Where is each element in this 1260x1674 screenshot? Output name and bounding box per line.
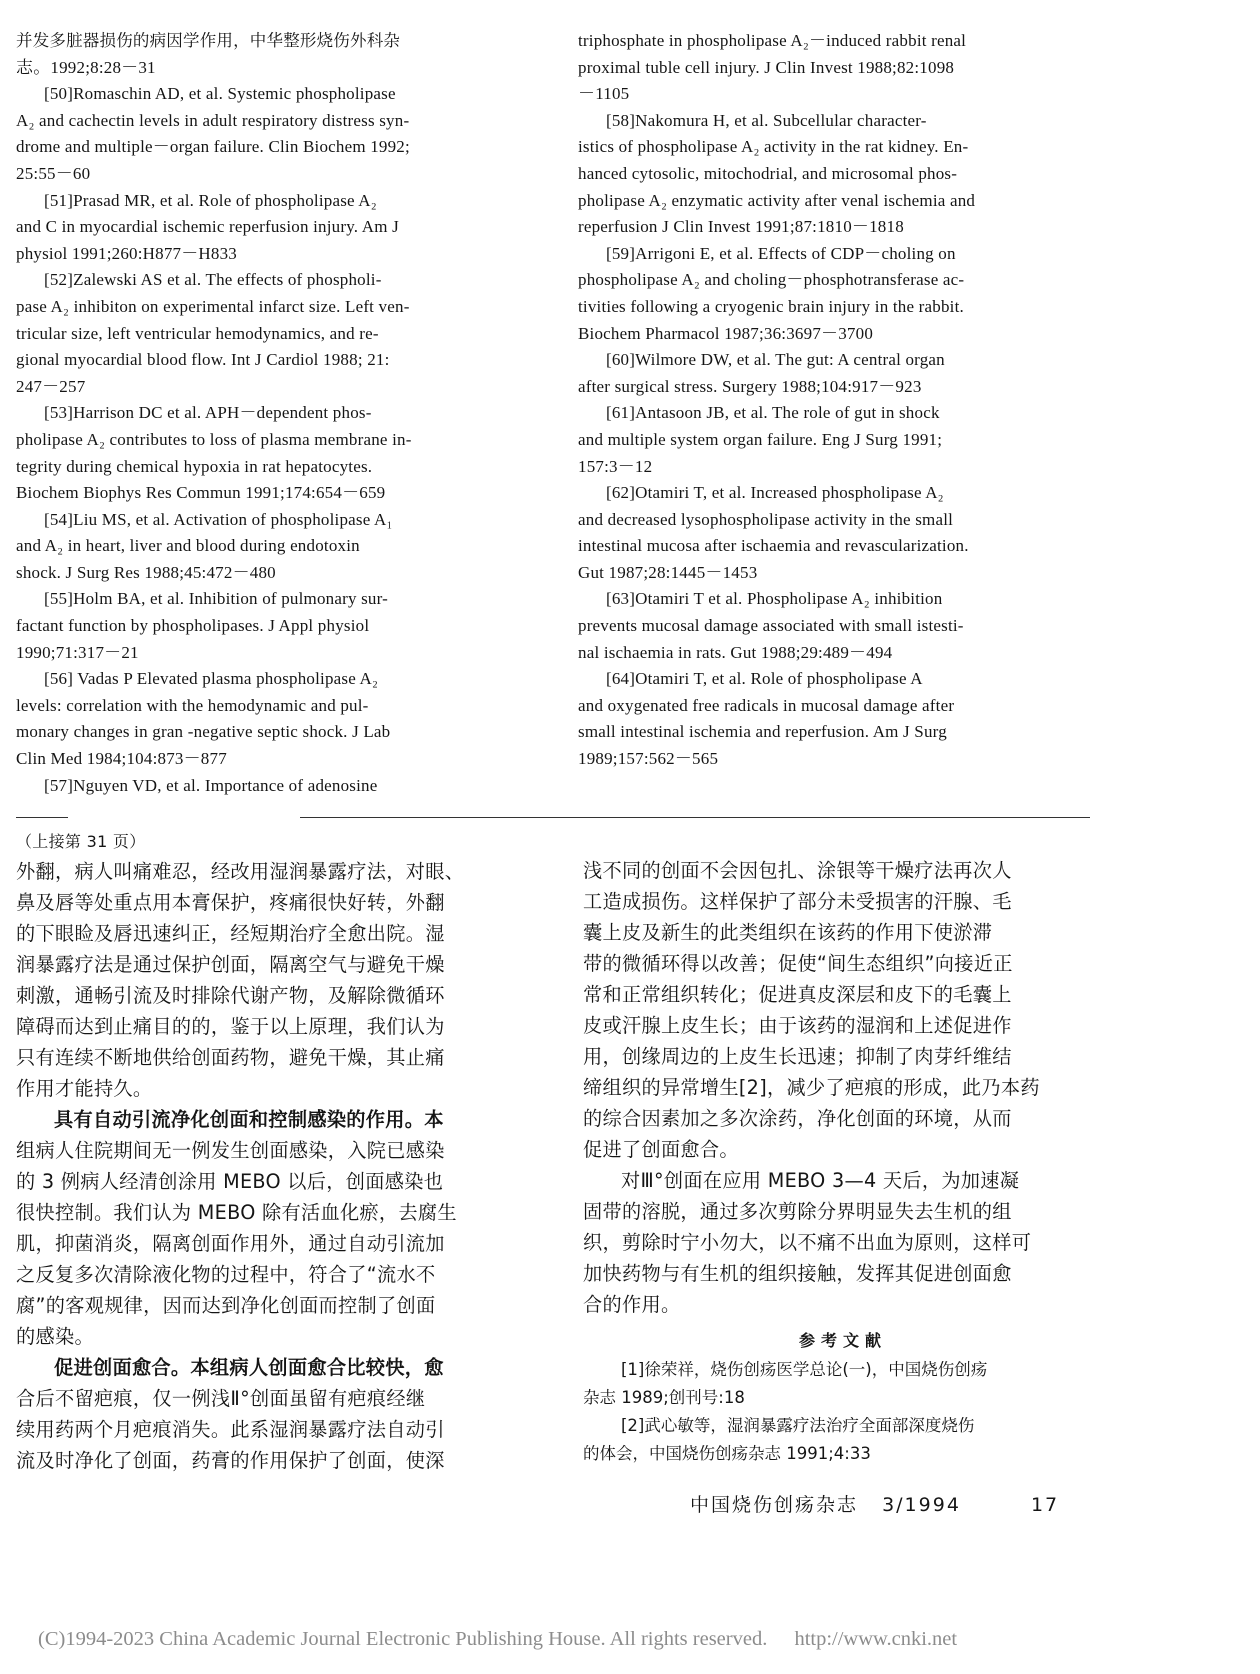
reference-line: 并发多脏器损伤的病因学作用，中华整形烧伤外科杂 [16, 31, 401, 50]
paragraph-line: 工造成损伤。这样保护了部分未受损害的汗腺、毛 [583, 890, 1012, 913]
reference-line: [50]Romaschin AD, et al. Systemic phospholipase [44, 84, 396, 104]
paragraph-line: 缔组织的异常增生[2]，减少了疤痕的形成，此乃本药 [583, 1076, 1040, 1099]
paragraph-line: 对Ⅲ°创面在应用 MEBO 3—4 天后，为加速凝 [621, 1169, 1020, 1192]
reference-line: and A₂ in heart, liver and blood during endotoxin [16, 536, 360, 556]
reference-entry-line: 杂志 1989;创刊号:18 [583, 1388, 745, 1407]
reference-line: levels: correlation with the hemodynamic and pul- [16, 695, 369, 715]
paragraph-line: 的感染。 [16, 1325, 94, 1348]
reference-line: physiol 1991;260:H877－H833 [16, 243, 238, 263]
paragraph-line: 肌，抑菌消炎，隔离创面作用外，通过自动引流加 [16, 1232, 445, 1255]
reference-line: and oxygenated free radicals in mucosal damage after [578, 695, 955, 715]
reference-line: Clin Med 1984;104:873－877 [16, 749, 227, 769]
paragraph-line: 浅不同的创面不会因包扎、涂银等干燥疗法再次人 [583, 859, 1012, 882]
paragraph-line: 加快药物与有生机的组织接触，发挥其促进创面愈 [583, 1262, 1012, 1285]
reference-line: [57]Nguyen VD, et al. Importance of adenosine [44, 775, 378, 795]
article-body-right-column [583, 855, 1103, 1468]
issue-number: 3/1994 [882, 1494, 961, 1516]
reference-line: [60]Wilmore DW, et al. The gut: A central organ [606, 350, 945, 370]
paragraph-line: 囊上皮及新生的此类组织在该药的作用下使淤滞 [583, 921, 993, 944]
paragraph-line: 很快控制。我们认为 MEBO 除有活血化瘀，去腐生 [16, 1201, 457, 1224]
reference-line: and C in myocardial ischemic reperfusion injury. Am J [16, 217, 399, 237]
reference-line: 247－257 [16, 376, 86, 396]
reference-line: gional myocardial blood flow. Int J Cardiol 1988; 21: [16, 350, 390, 370]
reference-line: prevents mucosal damage associated with small istesti- [578, 616, 964, 636]
website-link[interactable]: http://www.cnki.net [794, 1628, 958, 1650]
reference-line: and multiple system organ failure. Eng J Surg 1991; [578, 429, 943, 449]
reference-line: 志。1992;8:28－31 [16, 57, 156, 77]
paragraph-line: 合后不留疤痕，仅一例浅Ⅱ°创面虽留有疤痕经继 [16, 1387, 426, 1410]
reference-line: A₂ and cachectin levels in adult respiratory distress syn- [16, 110, 410, 130]
copyright-notice [38, 1628, 1238, 1651]
references-list [583, 1356, 1103, 1468]
paragraph-line: 鼻及唇等处重点用本膏保护，疼痛很快好转，外翻 [16, 891, 445, 914]
paragraph-line: 织，剪除时宁小勿大，以不痛不出血为原则，这样可 [583, 1231, 1032, 1254]
reference-line: [51]Prasad MR, et al. Role of phospholipase A₂ [44, 190, 377, 210]
paragraph-line: 常和正常组织转化；促进真皮深层和皮下的毛囊上 [583, 983, 1012, 1006]
paragraph-line: 具有自动引流净化创面和控制感染的作用。本 [54, 1108, 444, 1131]
reference-entry-line: [2]武心敏等，湿润暴露疗法治疗全面部深度烧伤 [621, 1416, 975, 1435]
reference-line: [52]Zalewski AS et al. The effects of phospholi- [44, 270, 382, 290]
paragraph-line: 之反复多次清除液化物的过程中，符合了“流水不 [16, 1263, 436, 1286]
reference-line: 1990;71:317－21 [16, 642, 139, 662]
reference-line: nal ischaemia in rats. Gut 1988;29:489－494 [578, 642, 893, 662]
paragraph-line: 外翻，病人叫痛难忍，经改用湿润暴露疗法，对眼、 [16, 860, 465, 883]
paragraph-line: 的下眼睑及唇迅速纠正，经短期治疗全愈出院。湿 [16, 922, 445, 945]
reference-line: tivities following a cryogenic brain injury in the rabbit. [578, 296, 964, 316]
reference-line: [59]Arrigoni E, et al. Effects of CDP－choling on [606, 243, 956, 263]
paragraph-line: 的综合因素加之多次涂药，净化创面的环境，从而 [583, 1107, 1012, 1130]
paragraph-line: 用，创缘周边的上皮生长迅速；抑制了肉芽纤维结 [583, 1045, 1012, 1068]
reference-line: －1105 [578, 84, 630, 104]
references-right-column [578, 28, 1093, 773]
reference-line: 157:3－12 [578, 456, 653, 476]
reference-line: istics of phospholipase A₂ activity in the rat kidney. En- [578, 137, 969, 157]
reference-line: [61]Antasoon JB, et al. The role of gut in shock [606, 403, 940, 423]
reference-line: intestinal mucosa after ischaemia and revascularization. [578, 536, 969, 556]
reference-line: hanced cytosolic, mitochodrial, and microsomal phos- [578, 163, 958, 183]
section-divider [300, 817, 1090, 818]
paragraph-line: 固带的溶脱，通过多次剪除分界明显失去生机的组 [583, 1200, 1012, 1223]
reference-line: pholipase A₂ enzymatic activity after venal ischemia and [578, 190, 976, 210]
references-left-column [16, 28, 531, 799]
reference-line: pase A₂ inhibiton on experimental infarct size. Left ven- [16, 296, 410, 316]
reference-line: and decreased lysophospholipase activity in the small [578, 509, 954, 529]
paragraph-line: 组病人住院期间无一例发生创面感染，入院已感染 [16, 1139, 445, 1162]
section-divider [16, 817, 68, 818]
paragraph-line: 的 3 例病人经清创涂用 MEBO 以后，创面感染也 [16, 1170, 444, 1193]
paragraph-line: 合的作用。 [583, 1293, 681, 1316]
paragraph-line: 作用才能持久。 [16, 1077, 153, 1100]
reference-line: Biochem Pharmacol 1987;36:3697－3700 [578, 323, 874, 343]
journal-name: 中国烧伤创疡杂志 [690, 1494, 859, 1516]
reference-line: 1989;157:562－565 [578, 749, 719, 769]
paragraph-line: 只有连续不断地供给创面药物，避免干燥，其止痛 [16, 1046, 445, 1069]
reference-line: [64]Otamiri T, et al. Role of phospholipase A [606, 669, 923, 689]
reference-line: monary changes in gran -negative septic shock. J Lab [16, 722, 391, 742]
reference-line: [63]Otamiri T et al. Phospholipase A₂ inhibition [606, 589, 943, 609]
paragraph-line: 续用药两个月疤痕消失。此系湿润暴露疗法自动引 [16, 1418, 445, 1441]
reference-entry-line: [1]徐荣祥，烧伤创疡医学总论(一)，中国烧伤创疡 [621, 1360, 988, 1379]
reference-line: proximal tuble cell injury. J Clin Invest 1988;82:1098 [578, 57, 955, 77]
reference-line: 25:55－60 [16, 163, 91, 183]
copyright-text: (C)1994-2023 China Academic Journal Electronic Publishing House. All rights reserved. [38, 1628, 768, 1650]
article-body-right-text [583, 855, 1103, 1320]
paragraph-line: 流及时净化了创面，药膏的作用保护了创面，使深 [16, 1449, 445, 1472]
reference-line: [53]Harrison DC et al. APH－dependent phos- [44, 403, 372, 423]
paragraph-line: 促进创面愈合。本组病人创面愈合比较快，愈 [54, 1356, 444, 1379]
paragraph-line: 润暴露疗法是通过保护创面，隔离空气与避免干燥 [16, 953, 445, 976]
paragraph-line: 刺激，通畅引流及时排除代谢产物，及解除微循环 [16, 984, 445, 1007]
paragraph-line: 皮或汗腺上皮生长；由于该药的湿润和上述促进作 [583, 1014, 1012, 1037]
reference-line: factant function by phospholipases. J Appl physiol [16, 616, 370, 636]
references-heading: 参考文献 [798, 1331, 887, 1350]
article-body-left-column [16, 828, 536, 1476]
reference-line: small intestinal ischemia and reperfusion. Am J Surg [578, 722, 947, 742]
reference-line: [58]Nakomura H, et al. Subcellular character- [606, 110, 927, 130]
page-number: 17 [1030, 1494, 1060, 1516]
paragraph-line: 障碍而达到止痛目的的，鉴于以上原理，我们认为 [16, 1015, 445, 1038]
paragraph-line: （上接第 31 页） [16, 832, 146, 851]
reference-line: phospholipase A₂ and choling－phosphotransferase ac- [578, 270, 965, 290]
reference-entry-line: 的体会，中国烧伤创疡杂志 1991;4:33 [583, 1444, 871, 1463]
reference-line: shock. J Surg Res 1988;45:472－480 [16, 562, 276, 582]
reference-line: [55]Holm BA, et al. Inhibition of pulmonary sur- [44, 589, 389, 609]
reference-line: Gut 1987;28:1445－1453 [578, 562, 758, 582]
paragraph-line: 促进了创面愈合。 [583, 1138, 739, 1161]
reference-line: [54]Liu MS, et al. Activation of phospholipase A₁ [44, 509, 393, 529]
reference-line: triphosphate in phospholipase A₂－induced rabbit renal [578, 31, 967, 50]
reference-line: drome and multiple－organ failure. Clin Biochem 1992; [16, 137, 410, 157]
reference-line: [56] Vadas P Elevated plasma phospholipase A₂ [44, 669, 379, 689]
reference-line: tegrity during chemical hypoxia in rat hepatocytes. [16, 456, 373, 476]
reference-line: tricular size, left ventricular hemodynamics, and re- [16, 323, 379, 343]
reference-line: [62]Otamiri T, et al. Increased phospholipase A₂ [606, 483, 944, 503]
reference-line: Biochem Biophys Res Commun 1991;174:654－659 [16, 483, 386, 503]
reference-line: after surgical stress. Surgery 1988;104:917－923 [578, 376, 922, 396]
paragraph-line: 带的微循环得以改善；促使“间生态组织”向接近正 [583, 952, 1013, 975]
reference-line: reperfusion J Clin Invest 1991;87:1810－1818 [578, 217, 904, 237]
paragraph-line: 腐”的客观规律，因而达到净化创面而控制了创面 [16, 1294, 436, 1317]
page-footer [690, 1490, 1059, 1517]
reference-line: pholipase A₂ contributes to loss of plasma membrane in- [16, 429, 412, 449]
